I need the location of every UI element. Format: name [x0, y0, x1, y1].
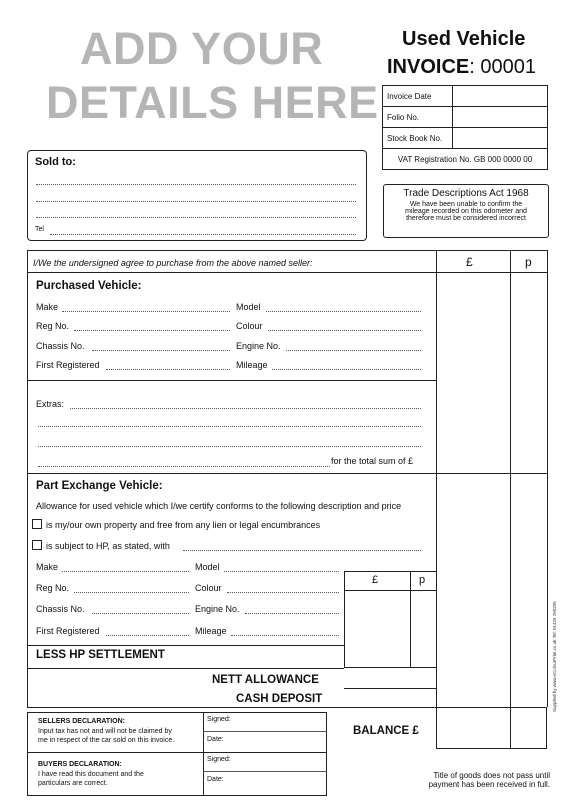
buyers-declaration-title: BUYERS DECLARATION: [38, 761, 122, 768]
folio-field[interactable] [453, 107, 548, 128]
invoice-label: INVOICE [387, 56, 470, 78]
invoice-heading [387, 56, 536, 79]
px-model-label: Model [195, 562, 220, 572]
less-hp-bottom-line [27, 668, 344, 669]
sold-to-line-2[interactable] [36, 201, 356, 202]
allowance-statement: Allowance for used vehicle which I/we certify conforms to the following description and price [36, 501, 402, 511]
sellers-date-label: Date: [207, 736, 224, 743]
table-row [383, 128, 548, 149]
px-mileage-field[interactable] [231, 635, 339, 636]
folio-label: Folio No. [383, 107, 453, 128]
total-sum-label: for the total sum of £ [331, 456, 414, 466]
form-left-border [27, 250, 28, 707]
table-row [383, 86, 548, 107]
title-note [420, 771, 550, 789]
buyers-declaration-text-1: I have read this document and the [38, 771, 144, 778]
pv-reg-label: Reg No. [36, 321, 70, 331]
extras-label: Extras: [36, 399, 65, 409]
sold-to-label: Sold to: [35, 156, 76, 168]
extras-line-1[interactable] [70, 408, 421, 409]
pv-colour-label: Colour [236, 321, 263, 331]
extras-divider [27, 380, 436, 381]
px-make-field[interactable] [62, 571, 189, 572]
cash-deposit-label: CASH DEPOSIT [236, 693, 323, 705]
buyers-date-label: Date: [207, 776, 224, 783]
extras-line-2[interactable] [38, 426, 421, 427]
px-chassis-label: Chassis No. [36, 604, 85, 614]
trade-act-title: Trade Descriptions Act 1968 [403, 188, 529, 199]
pv-first-registered-label: First Registered [36, 360, 100, 370]
invoice-date-label: Invoice Date [383, 86, 453, 107]
sellers-declaration-title: SELLERS DECLARATION: [38, 718, 125, 725]
part-exchange-divider [27, 473, 547, 474]
balance-pence-divider [510, 707, 511, 749]
pv-make-label: Make [36, 302, 59, 312]
tel-line[interactable] [50, 234, 356, 235]
extras-line-3[interactable] [38, 446, 421, 447]
trade-act-text-1: We have been unable to confirm the [409, 201, 523, 208]
trade-descriptions-box [383, 184, 549, 238]
sellers-signed-line[interactable] [203, 731, 327, 732]
px-chassis-field[interactable] [92, 613, 189, 614]
total-sum-line[interactable] [38, 466, 330, 467]
pv-chassis-field[interactable] [92, 350, 230, 351]
px-reg-label: Reg No. [36, 583, 70, 593]
header-row-line [27, 272, 547, 273]
sellers-declaration-text-1: Input tax has not and will not be claimed by [38, 728, 172, 735]
balance-box[interactable] [436, 707, 547, 749]
tel-label: Tel [35, 226, 44, 233]
subject-to-hp-label: is subject to HP, as stated, with [46, 541, 170, 551]
px-first-registered-label: First Registered [36, 626, 100, 636]
less-hp-top-line [27, 645, 344, 646]
pv-first-registered-field[interactable] [106, 369, 230, 370]
px-colour-field[interactable] [227, 592, 339, 593]
table-row [383, 149, 548, 170]
own-property-label: is my/our own property and free from any lien or legal encumbrances [46, 520, 321, 530]
px-pence-divider [410, 571, 411, 668]
placeholder-line-1: ADD YOUR [80, 23, 324, 74]
sold-to-line-3[interactable] [36, 217, 356, 218]
nett-allowance-label: NETT ALLOWANCE [212, 674, 319, 686]
part-exchange-title: Part Exchange Vehicle: [36, 480, 163, 492]
declarations-divider [203, 712, 204, 796]
title-note-line-2: payment has been received in full. [428, 780, 550, 789]
pv-mileage-field[interactable] [272, 369, 421, 370]
buyers-declaration-text-2: particulars are correct. [38, 780, 108, 787]
pv-model-field[interactable] [266, 311, 421, 312]
title-note-line-1: Title of goods does not pass until [433, 771, 550, 780]
buyers-signed-label: Signed: [207, 756, 231, 763]
pence-column-divider [510, 250, 511, 707]
px-engine-field[interactable] [245, 613, 339, 614]
hp-company-field[interactable] [183, 550, 421, 551]
sold-to-line-1[interactable] [36, 184, 356, 185]
pv-mileage-label: Mileage [236, 360, 268, 370]
pv-reg-field[interactable] [74, 330, 230, 331]
buyers-signed-line[interactable] [203, 771, 327, 772]
px-reg-field[interactable] [74, 592, 189, 593]
stock-book-field[interactable] [453, 128, 548, 149]
pv-engine-label: Engine No. [236, 341, 281, 351]
pv-engine-field[interactable] [286, 350, 421, 351]
px-make-label: Make [36, 562, 59, 572]
subject-to-hp-checkbox[interactable] [32, 540, 42, 550]
pv-chassis-label: Chassis No. [36, 341, 85, 351]
own-property-checkbox[interactable] [32, 519, 42, 529]
purchased-vehicle-title: Purchased Vehicle: [36, 280, 142, 292]
sellers-signed-label: Signed: [207, 716, 231, 723]
trade-act-text-3: therefore must be considered incorrect [406, 215, 526, 222]
pound-header: £ [466, 255, 473, 269]
px-amount-header-line [344, 590, 437, 591]
pv-model-label: Model [236, 302, 261, 312]
px-model-field[interactable] [224, 571, 339, 572]
declarations-mid-line [27, 752, 327, 753]
px-pence-header: p [419, 574, 426, 586]
form-right-border [547, 250, 548, 707]
nett-allowance-line [344, 688, 436, 689]
px-engine-label: Engine No. [195, 604, 240, 614]
trade-act-text-2: mileage recorded on this odometer and [405, 208, 527, 215]
pv-make-field[interactable] [62, 311, 230, 312]
px-mileage-label: Mileage [195, 626, 227, 636]
stock-book-label: Stock Book No. [383, 128, 453, 149]
px-first-registered-field[interactable] [106, 635, 189, 636]
invoice-date-field[interactable] [453, 86, 548, 107]
placeholder-line-2: DETAILS HERE [46, 77, 379, 128]
agree-statement: I/We the undersigned agree to purchase from the above named seller: [33, 258, 313, 268]
less-hp-settlement: LESS HP SETTLEMENT [36, 649, 165, 661]
supplier-credit: Supplied by www.eColourPrint.co.uk Tel: 01425 760205 [552, 601, 557, 712]
sellers-declaration-text-2: me in respect of the car sold on this invoice. [38, 737, 175, 744]
table-row [383, 107, 548, 128]
vat-registration: VAT Registration No. GB 000 0000 00 [383, 149, 548, 170]
balance-label: BALANCE £ [353, 725, 419, 737]
pv-colour-field[interactable] [268, 330, 421, 331]
invoice-details-table [382, 85, 548, 170]
px-pound-header: £ [372, 574, 379, 586]
invoice-number: : 00001 [469, 56, 536, 78]
px-colour-label: Colour [195, 583, 222, 593]
sold-to-box [27, 150, 367, 241]
document-title: Used Vehicle [402, 28, 526, 50]
form-top-border [27, 250, 547, 251]
pence-header: p [525, 255, 532, 269]
